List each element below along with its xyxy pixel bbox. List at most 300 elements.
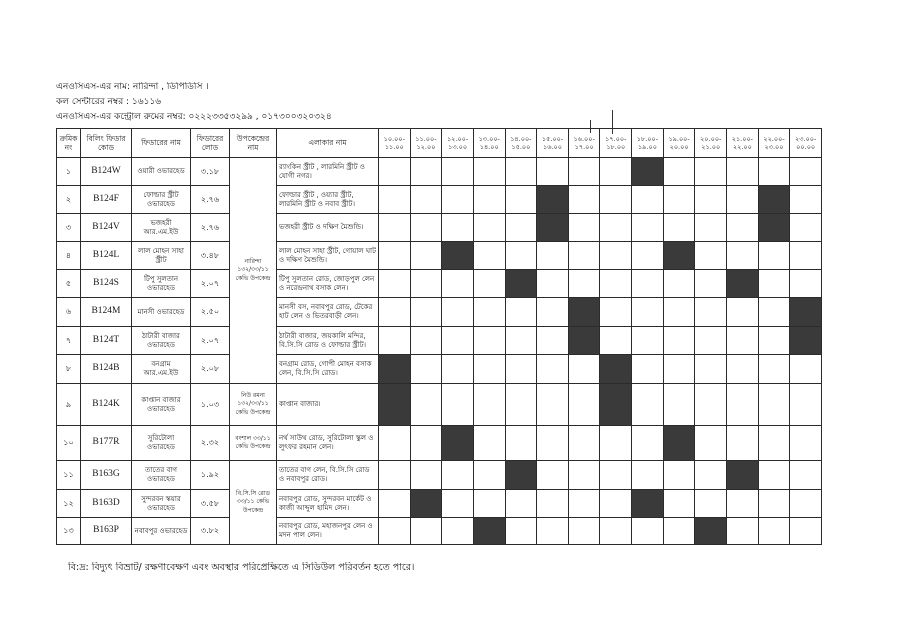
- feeder-code-cell: B124F: [81, 186, 132, 214]
- time-slot-cell: [506, 242, 538, 270]
- feeder-load-cell: ৩.৫৮: [191, 490, 230, 518]
- column-header-time-slot: [632, 129, 664, 158]
- time-slot-cell: [790, 270, 822, 298]
- feeder-load-cell: ৩.৪৮: [191, 242, 230, 270]
- time-slot-cell: [632, 461, 664, 490]
- time-slot-cell: [664, 298, 696, 327]
- feeder-load-cell: ৩.১৮: [191, 158, 230, 186]
- feeder-code-cell: B124B: [81, 355, 132, 384]
- time-slot-cell: [537, 384, 569, 426]
- feeder-code-cell: B177R: [81, 426, 132, 461]
- serial-number-cell: ১৩: [57, 518, 81, 545]
- time-slot-cell: [600, 490, 632, 518]
- time-slot-cell: [664, 461, 696, 490]
- area-name-cell: লাল মোহন সাহা স্ট্রীট, গোয়াল ঘাট ও দক্ষিণ মৈশুন্ডি।: [277, 242, 379, 270]
- ncs-name-line: এনওসিএস-এর নাম: নারিন্দা , ডিপিডিসি ।: [56, 82, 209, 92]
- time-slot-start: ১৭.০০-: [605, 134, 627, 143]
- time-slot-cell: [442, 355, 474, 384]
- serial-number-cell: ৫: [57, 270, 81, 298]
- time-slot-cell: [632, 518, 664, 545]
- feeder-load-cell: ২.০৮: [191, 355, 230, 384]
- time-slot-cell: [695, 490, 727, 518]
- time-slot-cell: [411, 298, 443, 327]
- time-slot-cell: [379, 461, 411, 490]
- column-header-feeder: ফিডারের নাম: [132, 129, 191, 158]
- column-header-time-slot: [537, 129, 569, 158]
- time-slot-cell: [537, 426, 569, 461]
- load-shedding-slot: [442, 426, 474, 461]
- column-header-time-slot: [379, 129, 411, 158]
- time-slot-cell: [727, 242, 759, 270]
- area-name-cell: ঠাটারী বাজার, জয়কালি মন্দির, বি.সি.সি রোড ও ফোল্ডার স্ট্রীট।: [277, 327, 379, 355]
- time-slot-cell: [664, 490, 696, 518]
- time-slot-cell: [727, 186, 759, 214]
- serial-number-cell: ২: [57, 186, 81, 214]
- load-shedding-slot: [379, 355, 411, 384]
- time-slot-cell: [790, 242, 822, 270]
- time-slot-cell: [790, 214, 822, 242]
- time-slot-end: ১৮.০০: [606, 143, 626, 151]
- time-slot-cell: [442, 518, 474, 545]
- time-slot-cell: [506, 355, 538, 384]
- feeder-load-cell: ২.০৭: [191, 270, 230, 298]
- time-slot-cell: [664, 214, 696, 242]
- time-slot-cell: [474, 214, 506, 242]
- area-name-cell: ভজহরী স্ট্রীট ও দক্ষিণ মৈশুন্ডি।: [277, 214, 379, 242]
- serial-number-cell: ৭: [57, 327, 81, 355]
- time-slot-end: ২২.০০: [732, 143, 752, 151]
- time-slot-cell: [442, 490, 474, 518]
- time-slot-cell: [379, 518, 411, 545]
- column-header-load: ফিডারের লোড: [191, 129, 230, 158]
- column-header-time-slot: [759, 129, 791, 158]
- time-slot-cell: [790, 186, 822, 214]
- time-slot-cell: [664, 270, 696, 298]
- time-slot-cell: [790, 426, 822, 461]
- serial-number-cell: ১: [57, 158, 81, 186]
- time-slot-cell: [600, 426, 632, 461]
- load-shedding-slot: [569, 298, 601, 327]
- time-slot-cell: [506, 158, 538, 186]
- feeder-load-cell: ৩.৮২: [191, 518, 230, 545]
- time-slot-cell: [664, 384, 696, 426]
- time-slot-cell: [411, 384, 443, 426]
- load-shedding-slot: [759, 186, 791, 214]
- serial-number-cell: ৯: [57, 384, 81, 426]
- area-name-cell: বনগ্রাম রোড, গোপী মোহন বসাক লেন, বি.সি.সি রোড।: [277, 355, 379, 384]
- time-slot-cell: [695, 270, 727, 298]
- load-shedding-slot: [506, 461, 538, 490]
- time-slot-cell: [790, 384, 822, 426]
- time-slot-cell: [600, 327, 632, 355]
- time-slot-cell: [537, 327, 569, 355]
- feeder-code-cell: B124T: [81, 327, 132, 355]
- time-slot-start: ১৯.০০-: [668, 134, 690, 143]
- time-slot-cell: [411, 355, 443, 384]
- control-room-line: এনওসিএস-এর কন্ট্রোল রুমের নম্বর: ০২২২৩৩৫৩২৯৯ , ০১৭৩০০৩২০৩২৪: [56, 112, 332, 122]
- time-slot-cell: [506, 518, 538, 545]
- column-header-time-slot: [600, 129, 632, 158]
- time-slot-cell: [727, 327, 759, 355]
- pen-mark: [590, 120, 591, 133]
- feeder-name-cell: তাতের বাগ ওভারহেড: [132, 461, 191, 490]
- column-header-time-slot: [411, 129, 443, 158]
- load-shedding-slot: [790, 327, 822, 355]
- time-slot-cell: [537, 355, 569, 384]
- time-slot-cell: [759, 270, 791, 298]
- time-slot-cell: [379, 214, 411, 242]
- feeder-name-cell: ভজহরী আর.এম.ইউ: [132, 214, 191, 242]
- time-slot-cell: [474, 490, 506, 518]
- area-name-cell: র‍্যাংকিন স্ট্রীট , লারমিনি স্ট্রীট ও যোগী নগর।: [277, 158, 379, 186]
- feeder-load-cell: ২.০৭: [191, 327, 230, 355]
- load-shedding-slot: [664, 242, 696, 270]
- feeder-code-cell: B124V: [81, 214, 132, 242]
- column-header-time-slot: [664, 129, 696, 158]
- time-slot-cell: [506, 186, 538, 214]
- feeder-name-cell: বনগ্রাম আর.এম.ইউ: [132, 355, 191, 384]
- time-slot-end: ১৭.০০: [574, 143, 594, 151]
- time-slot-cell: [411, 186, 443, 214]
- load-shedding-schedule-table: [56, 128, 822, 545]
- feeder-load-cell: ১.০৩: [191, 384, 230, 426]
- time-slot-start: ২২.০০-: [763, 134, 785, 143]
- column-header-time-slot: [790, 129, 822, 158]
- time-slot-cell: [790, 158, 822, 186]
- time-slot-end: ১৪.০০: [479, 143, 499, 151]
- time-slot-cell: [474, 186, 506, 214]
- load-shedding-slot: [379, 384, 411, 426]
- serial-number-cell: ১০: [57, 426, 81, 461]
- time-slot-cell: [600, 214, 632, 242]
- time-slot-cell: [759, 426, 791, 461]
- substation-name-cell: নিউ রমনা ১৩২/৩৩/১১ কেভি উপকেন্দ্র: [230, 384, 277, 426]
- column-header-time-slot: [695, 129, 727, 158]
- feeder-code-cell: B124S: [81, 270, 132, 298]
- area-name-cell: ফোল্ডার স্ট্রীট , ওয়্যার স্ট্রীট, লারমিনি স্ট্রীট ও নবাব স্ট্রীট।: [277, 186, 379, 214]
- time-slot-start: ২৩.০০-: [795, 134, 817, 143]
- load-shedding-slot: [664, 426, 696, 461]
- time-slot-cell: [727, 355, 759, 384]
- feeder-code-cell: B124W: [81, 158, 132, 186]
- substation-name-cell: বি.সি.সি রোড ৩৩/১১ কেভি উপকেন্দ্র: [230, 461, 277, 545]
- time-slot-cell: [569, 214, 601, 242]
- time-slot-cell: [759, 242, 791, 270]
- time-slot-cell: [600, 461, 632, 490]
- time-slot-cell: [632, 298, 664, 327]
- time-slot-start: ২১.০০-: [731, 134, 754, 143]
- time-slot-cell: [759, 355, 791, 384]
- time-slot-cell: [695, 384, 727, 426]
- time-slot-cell: [474, 242, 506, 270]
- time-slot-cell: [632, 327, 664, 355]
- time-slot-cell: [600, 186, 632, 214]
- load-shedding-slot: [790, 298, 822, 327]
- time-slot-cell: [537, 490, 569, 518]
- feeder-code-cell: B124L: [81, 242, 132, 270]
- feeder-load-cell: ১.৯২: [191, 461, 230, 490]
- time-slot-cell: [759, 298, 791, 327]
- time-slot-cell: [695, 242, 727, 270]
- time-slot-cell: [506, 384, 538, 426]
- time-slot-cell: [569, 518, 601, 545]
- column-header-time-slot: [506, 129, 538, 158]
- area-name-cell: টিপু সুলতান রোড, জোড়পুল লেন ও নরেন্দ্রনাথ বসাক লেন।: [277, 270, 379, 298]
- load-shedding-slot: [506, 270, 538, 298]
- time-slot-cell: [727, 490, 759, 518]
- time-slot-cell: [474, 461, 506, 490]
- time-slot-cell: [790, 518, 822, 545]
- feeder-code-cell: B163P: [81, 518, 132, 545]
- feeder-name-cell: টিপু সুলতান ওভারহেড: [132, 270, 191, 298]
- time-slot-cell: [569, 461, 601, 490]
- time-slot-cell: [411, 158, 443, 186]
- feeder-name-cell: ঠাটারী বাজার ওভারহেড: [132, 327, 191, 355]
- time-slot-cell: [442, 327, 474, 355]
- time-slot-cell: [537, 270, 569, 298]
- load-shedding-slot: [632, 158, 664, 186]
- time-slot-cell: [474, 384, 506, 426]
- footer-note: বি:দ্র: বিদ্যুৎ বিভ্রাট/ রক্ষণাবেক্ষণ এবং অবস্থার পরিপ্রেক্ষিতে এ সিডিউল পরিবর্তন হতে পারে।: [68, 562, 415, 573]
- time-slot-cell: [600, 298, 632, 327]
- load-shedding-slot: [727, 270, 759, 298]
- time-slot-cell: [442, 186, 474, 214]
- time-slot-cell: [759, 384, 791, 426]
- time-slot-cell: [695, 461, 727, 490]
- feeder-load-cell: ২.৭৬: [191, 186, 230, 214]
- feeder-name-cell: ফোল্ডার স্ট্রীট ওভারহেড: [132, 186, 191, 214]
- time-slot-cell: [727, 518, 759, 545]
- time-slot-cell: [537, 518, 569, 545]
- area-name-cell: কাপ্তান বাজার।: [277, 384, 379, 426]
- feeder-name-cell: মানসী ওভারহেড: [132, 298, 191, 327]
- load-shedding-slot: [600, 355, 632, 384]
- time-slot-cell: [569, 384, 601, 426]
- time-slot-start: ১৫.০০-: [541, 134, 564, 143]
- call-center-line: কল সেন্টারের নম্বর : ১৬১১৬: [56, 97, 162, 107]
- time-slot-cell: [379, 186, 411, 214]
- time-slot-cell: [632, 186, 664, 214]
- feeder-code-cell: B124M: [81, 298, 132, 327]
- time-slot-start: ১১.০০-: [415, 134, 437, 143]
- time-slot-cell: [569, 242, 601, 270]
- load-shedding-slot: [632, 490, 664, 518]
- load-shedding-slot: [569, 327, 601, 355]
- time-slot-cell: [600, 270, 632, 298]
- time-slot-cell: [632, 384, 664, 426]
- feeder-code-cell: B163G: [81, 461, 132, 490]
- load-shedding-slot: [759, 214, 791, 242]
- feeder-name-cell: ওয়ারী ওভারহেড: [132, 158, 191, 186]
- time-slot-cell: [664, 327, 696, 355]
- time-slot-cell: [727, 426, 759, 461]
- time-slot-cell: [695, 158, 727, 186]
- column-header-area: এলাকার নাম: [277, 129, 379, 158]
- time-slot-cell: [632, 242, 664, 270]
- time-slot-cell: [759, 518, 791, 545]
- time-slot-cell: [379, 270, 411, 298]
- time-slot-end: ১৬.০০: [543, 143, 562, 151]
- time-slot-cell: [632, 214, 664, 242]
- time-slot-cell: [379, 298, 411, 327]
- time-slot-cell: [506, 298, 538, 327]
- time-slot-cell: [379, 327, 411, 355]
- time-slot-cell: [695, 327, 727, 355]
- time-slot-cell: [506, 426, 538, 461]
- time-slot-start: ২০.০০-: [700, 134, 722, 143]
- feeder-name-cell: সুন্দরবন স্কয়ার ওভারহেড: [132, 490, 191, 518]
- time-slot-end: ২৩.০০: [764, 143, 784, 151]
- time-slot-cell: [664, 518, 696, 545]
- feeder-name-cell: কাপ্তান বাজার ওভারহেড: [132, 384, 191, 426]
- time-slot-start: ১০.০০-: [383, 134, 405, 143]
- time-slot-cell: [695, 214, 727, 242]
- area-name-cell: নর্থ সাউথ রোড, সুরিটোলা স্কুল ও লুৎফর রহমান লেন।: [277, 426, 379, 461]
- time-slot-start: ১৪.০০-: [510, 134, 532, 143]
- time-slot-cell: [442, 270, 474, 298]
- column-header-substation: উপকেন্দ্রের নাম: [230, 129, 277, 158]
- serial-number-cell: ১১: [57, 461, 81, 490]
- area-name-cell: নবাবপুর রোড, মহাজনপুর লেন ও মদন পাল লেন।: [277, 518, 379, 545]
- time-slot-cell: [695, 355, 727, 384]
- time-slot-cell: [727, 214, 759, 242]
- time-slot-cell: [411, 270, 443, 298]
- load-shedding-slot: [411, 490, 443, 518]
- time-slot-cell: [632, 355, 664, 384]
- time-slot-cell: [632, 426, 664, 461]
- time-slot-cell: [600, 242, 632, 270]
- serial-number-cell: ১২: [57, 490, 81, 518]
- time-slot-cell: [537, 298, 569, 327]
- time-slot-cell: [600, 158, 632, 186]
- area-name-cell: তাতের বাগ লেন, বি.সি.সি রোড ও নবাবপুর রোড।: [277, 461, 379, 490]
- time-slot-cell: [506, 214, 538, 242]
- column-header-time-slot: [442, 129, 474, 158]
- column-header-time-slot: [569, 129, 601, 158]
- substation-name-cell: বংশাল ৩৩/১১ কেভি উপকেন্দ্র: [230, 426, 277, 461]
- time-slot-cell: [759, 158, 791, 186]
- time-slot-cell: [474, 327, 506, 355]
- time-slot-cell: [569, 270, 601, 298]
- pen-mark: [612, 110, 613, 134]
- time-slot-cell: [569, 186, 601, 214]
- time-slot-cell: [727, 298, 759, 327]
- time-slot-cell: [759, 327, 791, 355]
- load-shedding-slot: [537, 186, 569, 214]
- time-slot-cell: [442, 158, 474, 186]
- load-shedding-slot: [600, 384, 632, 426]
- column-header-serial: ক্রমিক নং: [57, 129, 81, 158]
- time-slot-cell: [506, 490, 538, 518]
- time-slot-cell: [411, 426, 443, 461]
- feeder-load-cell: ২.৩২: [191, 426, 230, 461]
- time-slot-cell: [569, 158, 601, 186]
- feeder-load-cell: ২.৫০: [191, 298, 230, 327]
- time-slot-cell: [727, 158, 759, 186]
- time-slot-cell: [379, 426, 411, 461]
- feeder-name-cell: লাল মোহন সাহা স্ট্রীট: [132, 242, 191, 270]
- time-slot-cell: [759, 490, 791, 518]
- serial-number-cell: ৪: [57, 242, 81, 270]
- time-slot-start: ১৮.০০-: [636, 134, 659, 143]
- load-shedding-slot: [474, 518, 506, 545]
- load-shedding-slot: [442, 242, 474, 270]
- feeder-load-cell: ২.৭৬: [191, 214, 230, 242]
- time-slot-cell: [474, 270, 506, 298]
- time-slot-end: ২১.০০: [701, 143, 721, 151]
- time-slot-cell: [474, 158, 506, 186]
- time-slot-cell: [790, 355, 822, 384]
- time-slot-end: ১৯.০০: [637, 143, 657, 151]
- time-slot-cell: [411, 461, 443, 490]
- time-slot-cell: [790, 490, 822, 518]
- load-shedding-slot: [727, 461, 759, 490]
- time-slot-cell: [790, 461, 822, 490]
- feeder-name-cell: সুরিটোলা ওভারহেড: [132, 426, 191, 461]
- time-slot-cell: [411, 327, 443, 355]
- time-slot-cell: [695, 298, 727, 327]
- time-slot-end: ১১.০০: [384, 143, 404, 151]
- feeder-name-cell: নবাবপুর ওভারহেড: [132, 518, 191, 545]
- time-slot-cell: [569, 426, 601, 461]
- feeder-code-cell: B124K: [81, 384, 132, 426]
- time-slot-cell: [569, 355, 601, 384]
- time-slot-cell: [632, 270, 664, 298]
- serial-number-cell: ৮: [57, 355, 81, 384]
- time-slot-cell: [442, 298, 474, 327]
- load-shedding-slot: [695, 518, 727, 545]
- time-slot-cell: [506, 327, 538, 355]
- time-slot-cell: [474, 426, 506, 461]
- substation-name-cell: নারিন্দা ১৩২/৩৩/১১ কেভি উপকেন্দ্র: [230, 158, 277, 384]
- time-slot-cell: [442, 461, 474, 490]
- time-slot-end: ১৫.০০: [511, 143, 531, 151]
- column-header-time-slot: [727, 129, 759, 158]
- time-slot-cell: [537, 461, 569, 490]
- time-slot-cell: [727, 384, 759, 426]
- area-name-cell: নবাবপুর রোড, সুন্দরবন মার্কেট ও কাজী আব্দুল হামিদ লেন।: [277, 490, 379, 518]
- time-slot-cell: [537, 242, 569, 270]
- time-slot-cell: [695, 186, 727, 214]
- time-slot-start: ১৩.০০-: [478, 134, 500, 143]
- feeder-code-cell: B163D: [81, 490, 132, 518]
- time-slot-end: ০০.০০: [796, 143, 816, 151]
- time-slot-end: ১২.০০: [416, 143, 436, 151]
- serial-number-cell: ৬: [57, 298, 81, 327]
- serial-number-cell: ৩: [57, 214, 81, 242]
- time-slot-cell: [569, 490, 601, 518]
- time-slot-cell: [664, 158, 696, 186]
- time-slot-end: ১৩.০০: [448, 143, 468, 151]
- time-slot-end: ২০.০০: [669, 143, 689, 151]
- column-header-code: বিলিং ফিডার কোড: [81, 129, 132, 158]
- time-slot-cell: [664, 355, 696, 384]
- column-header-time-slot: [474, 129, 506, 158]
- load-shedding-slot: [537, 214, 569, 242]
- time-slot-cell: [759, 461, 791, 490]
- time-slot-cell: [411, 242, 443, 270]
- time-slot-cell: [442, 214, 474, 242]
- time-slot-cell: [664, 186, 696, 214]
- time-slot-cell: [442, 384, 474, 426]
- time-slot-cell: [695, 426, 727, 461]
- time-slot-start: ১৬.০০-: [573, 134, 595, 143]
- time-slot-cell: [474, 355, 506, 384]
- time-slot-start: ১২.০০-: [446, 134, 469, 143]
- time-slot-cell: [379, 490, 411, 518]
- time-slot-cell: [379, 242, 411, 270]
- time-slot-cell: [411, 214, 443, 242]
